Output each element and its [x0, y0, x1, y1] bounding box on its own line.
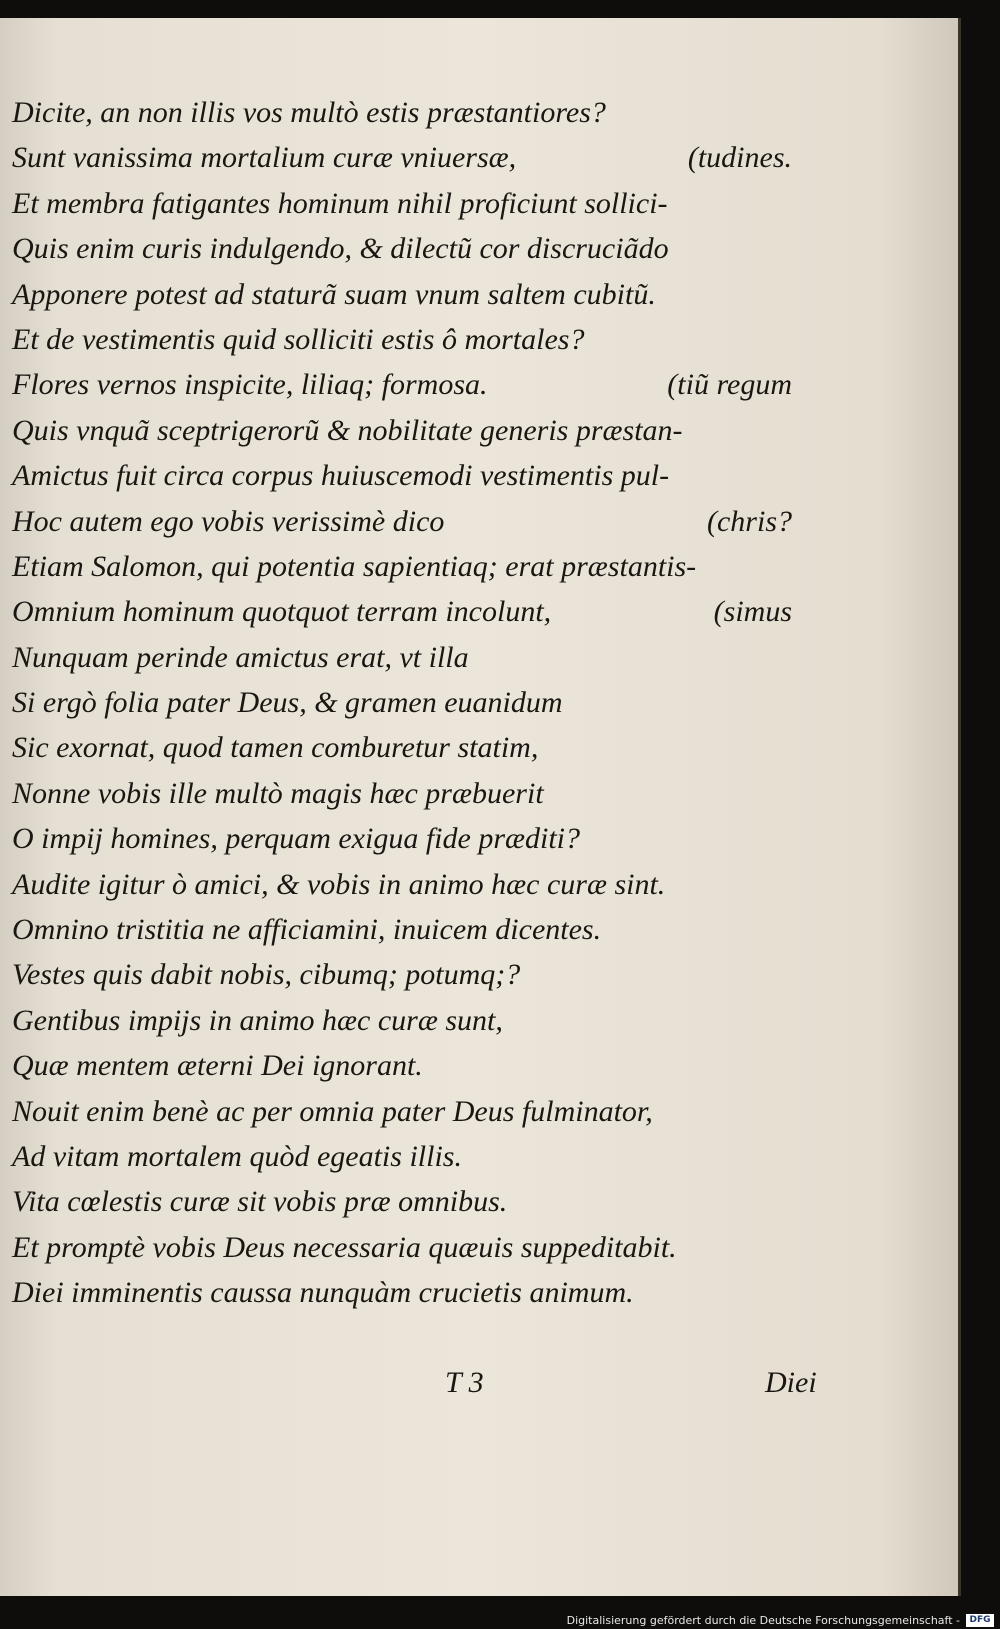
signature-mark: T 3 — [445, 1366, 484, 1399]
line-text: Et promptè vobis Deus necessaria quæuis suppeditabit. — [12, 1230, 677, 1264]
line-text: Audite igitur ò amici, & vobis in animo hæc curæ sint. — [12, 867, 666, 901]
text-line — [12, 862, 942, 907]
page-bottom-marks — [0, 1366, 958, 1406]
text-line — [12, 1270, 942, 1315]
text-line — [12, 998, 942, 1043]
line-text: Vestes quis dabit nobis, cibumq; potumq;? — [12, 958, 521, 992]
text-line — [12, 181, 942, 226]
line-text: Vita cœlestis curæ sit vobis præ omnibus. — [12, 1185, 508, 1219]
line-text: Amictus fuit circa corpus huiuscemodi vestimentis pul- — [12, 459, 670, 493]
line-text: Gentibus impijs in animo hæc curæ sunt, — [12, 1003, 503, 1037]
funding-notice: Digitalisierung gefördert durch die Deutsche Forschungsgemeinschaft - — [566, 1614, 960, 1627]
text-line — [12, 1179, 942, 1224]
line-text: Omnium hominum quotquot terram incolunt, — [12, 595, 552, 629]
book-page — [0, 18, 961, 1596]
text-line — [12, 635, 942, 680]
text-line — [12, 453, 942, 498]
line-text: Sic exornat, quod tamen comburetur statim, — [12, 731, 539, 765]
line-text: Nonne vobis ille multò magis hæc præbuerit — [12, 776, 544, 810]
turnover-fragment: (tudines. — [687, 141, 792, 175]
turnover-fragment: (tiũ regum — [667, 368, 792, 402]
text-line — [12, 771, 942, 816]
catchword: Diei — [765, 1366, 817, 1399]
line-text: Ad vitam mortalem quòd egeatis illis. — [12, 1139, 462, 1173]
text-line — [12, 1089, 942, 1134]
dfg-logo-icon: DFG — [966, 1614, 994, 1627]
turnover-fragment: (chris? — [707, 504, 792, 538]
line-text: Si ergò folia pater Deus, & gramen euanidum — [12, 686, 563, 720]
line-text: Et de vestimentis quid solliciti estis ô mortales? — [12, 322, 585, 356]
text-line — [12, 816, 942, 861]
line-text: O impij homines, perquam exigua fide præditi? — [12, 822, 581, 856]
text-line — [12, 408, 942, 453]
line-text: Quæ mentem æterni Dei ignorant. — [12, 1049, 423, 1083]
line-text: Omnino tristitia ne afficiamini, inuicem dicentes. — [12, 913, 602, 947]
line-text: Apponere potest ad staturã suam vnum saltem cubitũ. — [12, 277, 656, 311]
text-line — [12, 544, 942, 589]
verse-text-block — [12, 90, 942, 1316]
text-line — [12, 272, 942, 317]
line-text: Quis enim curis indulgendo, & dilectũ cor discruciãdo — [12, 232, 669, 266]
text-line — [12, 499, 942, 544]
line-text: Flores vernos inspicite, liliaq; formosa. — [12, 368, 488, 402]
line-text: Diei imminentis caussa nunquàm crucietis animum. — [12, 1276, 634, 1310]
line-text: Hoc autem ego vobis verissimè dico — [12, 504, 445, 538]
text-line — [12, 317, 942, 362]
text-line — [12, 589, 942, 634]
text-line — [12, 226, 942, 271]
text-line — [12, 1134, 942, 1179]
text-line — [12, 952, 942, 997]
text-line — [12, 725, 942, 770]
text-line — [12, 90, 942, 135]
text-line — [12, 680, 942, 725]
text-line — [12, 907, 942, 952]
line-text: Nunquam perinde amictus erat, vt illa — [12, 640, 469, 674]
line-text: Sunt vanissima mortalium curæ vniuersæ, — [12, 141, 517, 175]
text-line — [12, 362, 942, 407]
line-text: Quis vnquã sceptrigerorũ & nobilitate generis præstan- — [12, 413, 683, 447]
line-text: Etiam Salomon, qui potentia sapientiaq; erat præstantis- — [12, 549, 697, 583]
turnover-fragment: (simus — [713, 595, 792, 629]
line-text: Dicite, an non illis vos multò estis præstantiores? — [12, 96, 606, 129]
digitization-footer — [0, 1612, 1000, 1629]
line-text: Nouit enim benè ac per omnia pater Deus fulminator, — [12, 1094, 653, 1128]
text-line — [12, 1043, 942, 1088]
text-line — [12, 1225, 942, 1270]
text-line — [12, 135, 942, 180]
line-text: Et membra fatigantes hominum nihil proficiunt sollici- — [12, 186, 668, 220]
